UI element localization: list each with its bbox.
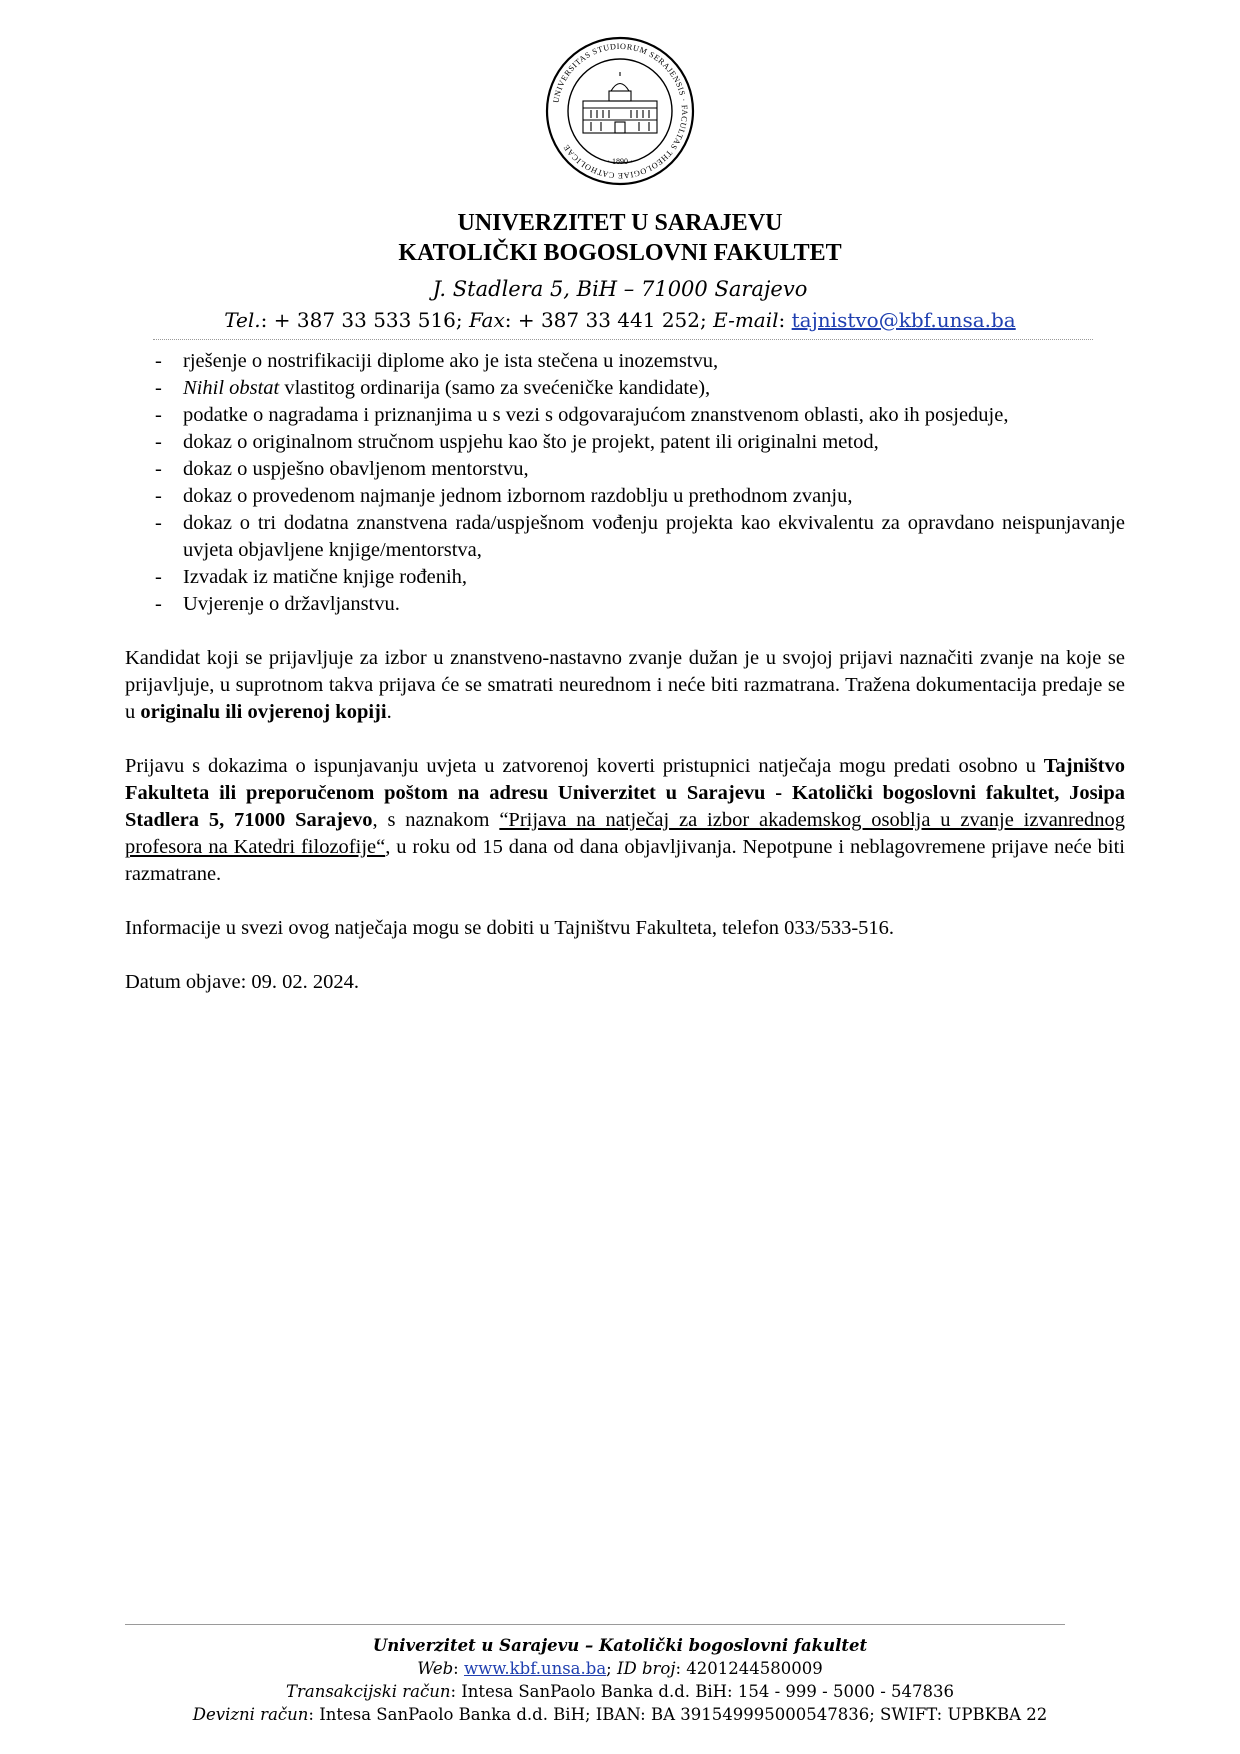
university-seal-logo [545, 36, 695, 186]
seal-year: 1890 [612, 157, 628, 166]
paragraph-submission: Prijavu s dokazima o ispunjavanju uvjeta u zatvorenoj koverti pristupnici natječaja mogu predati osobno u Tajništvo Fakulteta ili preporučenom poštom na adresu Univerzitet u Sarajevu - Katolički bogoslovni fakultet, Josipa Stadlera 5, 71000 Sarajevo, s naznakom “Prijava na natječaj za izbor akademskog osoblja u zvanje izvanrednog profesora na Katedri filozofije“, u roku od 15 dana od dana objavljivanja. Nepotpune i neblagovremene prijave neće biti razmatrane. [125, 755, 1125, 885]
list-item: - dokaz o originalnom stručnom uspjehu kao što je projekt, patent ili originalni metod, [155, 431, 879, 453]
website-link[interactable]: www.kbf.unsa.ba [463, 1659, 607, 1678]
list-item: - podatke o nagradama i priznanjima u s vezi s odgovarajućom znanstvenom oblasti, ako ih posjeduje, [155, 404, 1009, 426]
list-item: - dokaz o provedenom najmanje jednom izbornom razdoblju u prethodnom zvanju, [155, 485, 853, 507]
email-sep: : [778, 308, 792, 332]
faculty-name: KATOLIČKI BOGOSLOVNI FAKULTET [398, 240, 842, 266]
footer-divider [125, 1624, 1065, 1625]
fax-value: : + 387 33 441 252; [504, 308, 714, 332]
list-item: - rješenje o nostrifikaciji diplome ako je ista stečena u inozemstvu, [155, 350, 719, 372]
footer-transaction-account: Transakcijski račun: Intesa SanPaolo Banka d.d. BiH: 154 - 999 - 5000 - 547836 [285, 1682, 955, 1701]
footer-foreign-account: Devizni račun: Intesa SanPaolo Banka d.d. BiH; IBAN: BA 391549995000547836; SWIFT: UPBKBA 22 [192, 1705, 1048, 1724]
email-label: E-mail [713, 308, 779, 332]
paragraph-information: Informacije u svezi ovog natječaja mogu se dobiti u Tajništvu Fakulteta, telefon 033/533-516. [125, 917, 895, 939]
tel-label: Tel. [224, 308, 261, 332]
publication-date: Datum objave: 09. 02. 2024. [125, 971, 360, 993]
faculty-address: J. Stadlera 5, BiH – 71000 Sarajevo [432, 277, 808, 301]
footer-institution: Univerzitet u Sarajevu – Katolički bogoslovni fakultet [372, 1636, 868, 1655]
tel-value: : + 387 33 533 516; [260, 308, 470, 332]
svg-text:UNIVERSITAS STUDIORUM SERAJENS: UNIVERSITAS STUDIORUM SERAJENSIS · FACULTAS THEOLOGIAE CATHOLICAE [551, 41, 690, 181]
list-item: - Izvadak iz matične knjige rođenih, [155, 566, 468, 588]
requirements-list [125, 348, 1125, 618]
contact-line [0, 308, 1240, 332]
list-item: - Uvjerenje o državljanstvu. [155, 593, 400, 615]
list-item: - dokaz o tri dodatna znanstvena rada/uspješnom vođenju projekta kao ekvivalentu za opravdano neispunjavanje uvjeta objavljene knjige/mentorstva, [155, 512, 1125, 561]
list-item: - Nihil obstat vlastitog ordinarija (samo za svećeničke kandidate), [155, 377, 711, 399]
header-divider [153, 339, 1093, 340]
svg-text:· 1890 ·: · 1890 · [607, 157, 633, 166]
email-link[interactable]: tajnistvo@kbf.unsa.ba [791, 308, 1016, 332]
fax-label: Fax [469, 308, 505, 332]
footer-web-id: Web: www.kbf.unsa.ba; ID broj: 4201244580009 [417, 1659, 823, 1678]
paragraph-candidate: Kandidat koji se prijavljuje za izbor u znanstveno-nastavno zvanje dužan je u svojoj prijavi naznačiti zvanje na koje se prijavljuje, u suprotnom takva prijava će se smatrati neurednom i neće biti razmatrana. Tražena dokumentacija predaje se u originalu ili ovjerenoj kopiji. [125, 647, 1125, 723]
document-body [125, 348, 1125, 996]
list-item: - dokaz o uspješno obavljenom mentorstvu, [155, 458, 529, 480]
university-name: UNIVERZITET U SARAJEVU [457, 210, 783, 236]
